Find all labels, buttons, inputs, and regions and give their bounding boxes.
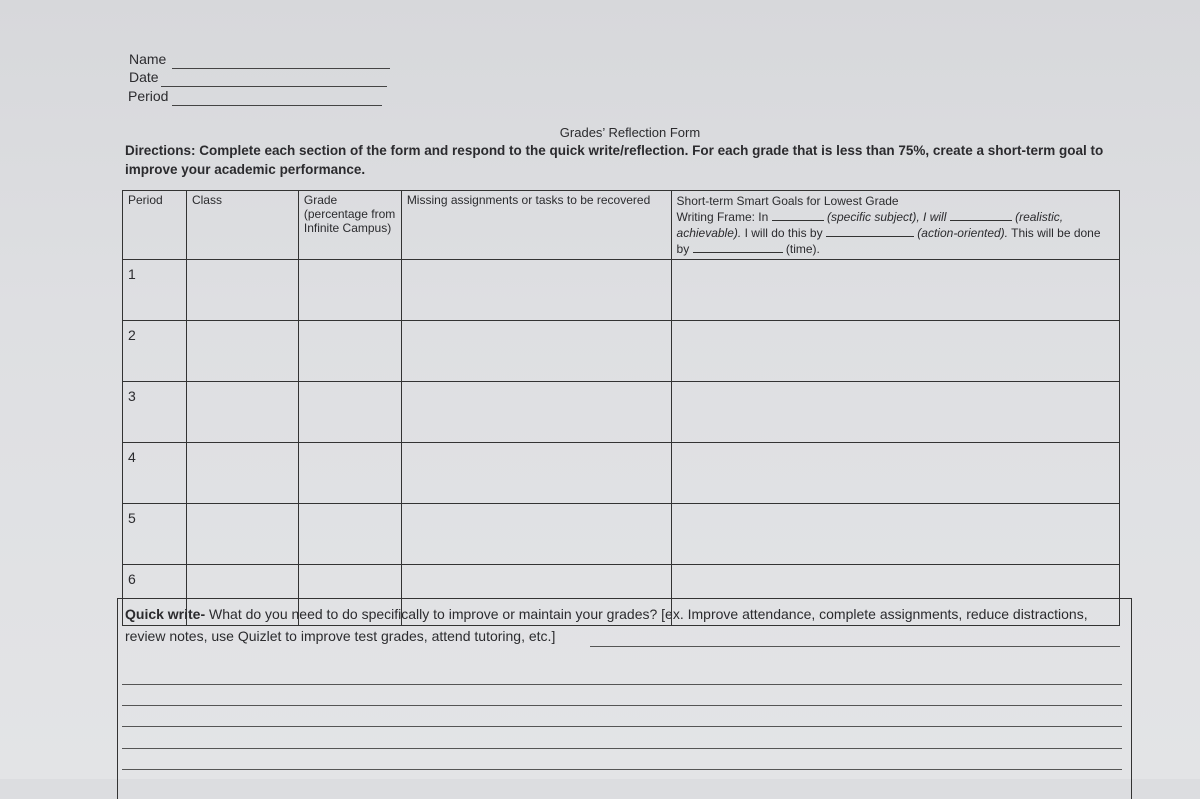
row-number: 6 [123, 565, 187, 626]
table-row [123, 443, 1120, 504]
table-row [123, 260, 1120, 321]
row-number: 3 [123, 382, 187, 443]
row-number: 5 [123, 504, 187, 565]
col-period: Period [123, 191, 187, 260]
writing-line[interactable] [122, 726, 1122, 727]
class-cell[interactable] [186, 382, 298, 443]
name-blank[interactable] [172, 68, 390, 69]
writing-line[interactable] [122, 684, 1122, 685]
col-grade: Grade (percentage from Infinite Campus) [298, 191, 401, 260]
name-field[interactable] [129, 51, 166, 67]
missing-cell[interactable] [401, 443, 671, 504]
writing-line[interactable] [122, 705, 1122, 706]
col-missing: Missing assignments or tasks to be recovered [401, 191, 671, 260]
grade-cell[interactable] [298, 504, 401, 565]
goal-frame-6: This will be done by [676, 226, 1101, 256]
goal-frame-5: (action-oriented). [917, 226, 1009, 240]
goal-frame-3: (realistic, achievable). [676, 210, 1064, 240]
table-row [123, 504, 1120, 565]
goal-frame-4: I will do this by [744, 226, 823, 240]
missing-cell[interactable] [401, 321, 671, 382]
grades-table [122, 190, 1120, 626]
goal-title: Short-term Smart Goals for Lowest Grade [676, 194, 899, 208]
grade-cell[interactable] [298, 443, 401, 504]
writing-line[interactable] [122, 748, 1122, 749]
goal-frame-2: (specific subject), I will [827, 210, 947, 224]
missing-cell[interactable] [401, 504, 671, 565]
period-field[interactable] [128, 88, 168, 104]
quick-write-prompt [125, 603, 1125, 647]
directions-text: Directions: Complete each section of the form and respond to the quick write/reflection. For each grade that is less than 75%, create a short-term goal to improve your academic performance. [125, 143, 1104, 177]
writing-line[interactable] [590, 646, 1120, 647]
date-field[interactable] [129, 69, 159, 85]
missing-cell[interactable] [401, 260, 671, 321]
goal-cell[interactable] [671, 321, 1119, 382]
class-cell[interactable] [186, 260, 298, 321]
goal-blank-time[interactable] [693, 242, 783, 253]
col-class: Class [186, 191, 298, 260]
grade-cell[interactable] [298, 321, 401, 382]
col-goals [671, 191, 1119, 260]
goal-frame-1: Writing Frame: In [676, 210, 769, 224]
class-cell[interactable] [186, 443, 298, 504]
row-number: 4 [123, 443, 187, 504]
goal-cell[interactable] [671, 504, 1119, 565]
class-cell[interactable] [186, 504, 298, 565]
period-blank[interactable] [172, 105, 382, 106]
goal-frame-7: (time). [785, 242, 820, 256]
grade-cell[interactable] [298, 382, 401, 443]
name-label: Name [129, 51, 167, 67]
date-label: Date [129, 69, 159, 85]
quick-write-label: Quick write- [125, 606, 206, 622]
goal-blank-subject[interactable] [772, 210, 824, 221]
goal-cell[interactable] [671, 443, 1119, 504]
missing-cell[interactable] [401, 382, 671, 443]
goal-blank-method[interactable] [826, 226, 914, 237]
class-cell[interactable] [186, 321, 298, 382]
page-title: Grades’ Reflection Form [559, 125, 701, 140]
grade-cell[interactable] [298, 260, 401, 321]
goal-cell[interactable] [671, 260, 1119, 321]
goal-blank-action[interactable] [950, 210, 1012, 221]
table-header-row [123, 191, 1120, 260]
goal-cell[interactable] [671, 382, 1119, 443]
quick-write-question: What do you need to do specifically to improve or maintain your grades? [ex. Improve attendance, complete assignments, reduce distractions, review notes, use Quizlet to improve test grades, attend tutoring, etc.] [125, 606, 1088, 644]
writing-line[interactable] [122, 769, 1122, 770]
table-row [123, 321, 1120, 382]
table-row [123, 382, 1120, 443]
row-number: 2 [123, 321, 187, 382]
period-label: Period [128, 88, 169, 104]
row-number: 1 [123, 260, 187, 321]
date-blank[interactable] [161, 86, 387, 87]
